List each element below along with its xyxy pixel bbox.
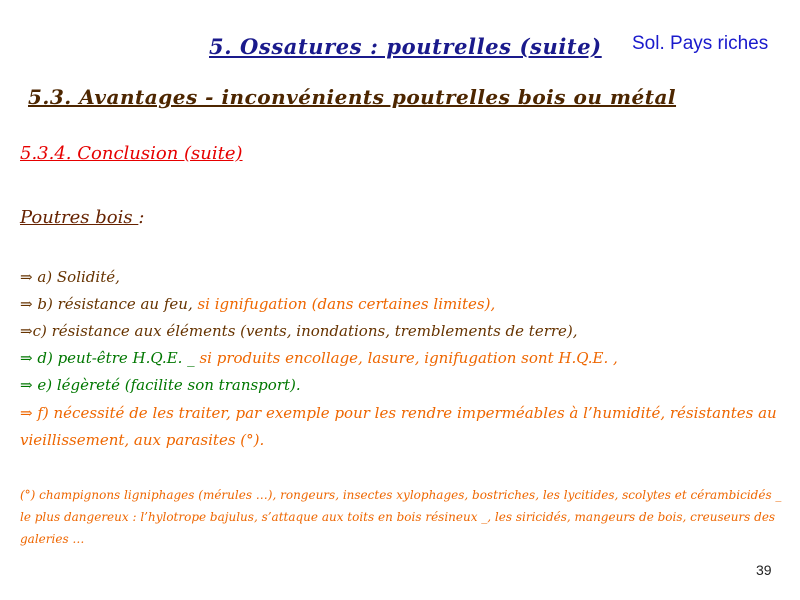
arrow-right-icon: ⇒ <box>20 295 33 313</box>
arrow-right-icon: ⇒ <box>20 322 33 340</box>
arrow-right-icon: ⇒ <box>20 349 33 367</box>
slide-title: 5. Ossatures : poutrelles (suite) <box>209 34 602 59</box>
brand-label: Sol. Pays riches <box>632 33 769 54</box>
conclusion-heading: 5.3.4. Conclusion (suite) <box>20 143 243 164</box>
footnote: (°) champignons ligniphages (mérules …), rongeurs, insectes xylophages, bostriches, les lycitides, scolytes et cérambicidés _ le plus dangereux : l’hylotrope bajulus, s’attaque aux toits en bois résineux _, les siricidés, mangeurs de bois, creuseurs des galeries … <box>20 488 782 546</box>
arrow-right-icon: ⇒ <box>20 376 33 394</box>
list-item-d-text: d) peut-être H.Q.E. _ <box>32 349 200 367</box>
page-number: 39 <box>756 562 772 578</box>
list-item-a <box>20 268 120 286</box>
arrow-right-icon: ⇒ <box>20 404 33 422</box>
list-item-e-text: e) légèreté (facilite son transport). <box>32 376 301 394</box>
list-item-f-text: f) nécessité de les traiter, par exemple pour les rendre imperméables à l’humidité, résistantes au vieillissement, aux parasites (°). <box>20 404 777 449</box>
list-item-b-condition: si ignifugation (dans certaines limites), <box>197 295 496 313</box>
list-item-e <box>20 376 301 394</box>
list-item-d <box>20 349 618 367</box>
section-subtitle: 5.3. Avantages - inconvénients poutrelles bois ou métal <box>28 85 677 109</box>
list-item-f <box>20 400 790 454</box>
list-item-a-text: a) Solidité, <box>32 268 120 286</box>
poutres-bois-label: Poutres bois <box>20 207 139 228</box>
arrow-right-icon: ⇒ <box>20 268 33 286</box>
poutres-bois-colon: : <box>138 207 145 228</box>
list-item-c <box>20 322 578 340</box>
list-item-d-condition: si produits encollage, lasure, ignifugation sont H.Q.E. , <box>199 349 618 367</box>
list-item-b-text: b) résistance au feu, <box>32 295 198 313</box>
list-item-c-text: c) résistance aux éléments (vents, inondations, tremblements de terre), <box>32 322 578 340</box>
list-item-b <box>20 295 495 313</box>
poutres-bois-heading <box>20 207 144 228</box>
